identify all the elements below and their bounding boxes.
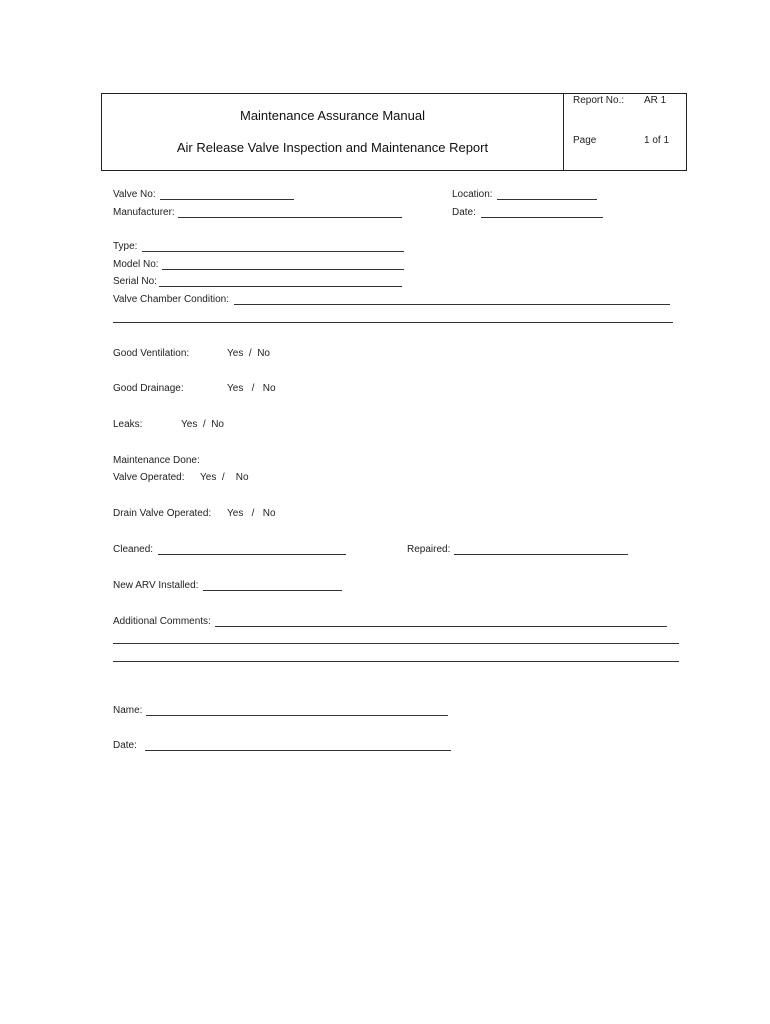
report-no-label: Report No.:	[573, 95, 625, 106]
valve-chamber-condition-label: Valve Chamber Condition:	[113, 294, 229, 305]
good-drainage-options[interactable]: Yes / No	[227, 383, 276, 394]
leaks-label: Leaks:	[113, 419, 143, 430]
date-top-field[interactable]	[481, 217, 603, 218]
page-value: 1 of 1	[644, 135, 670, 146]
additional-comments-field-line2[interactable]	[113, 643, 679, 644]
good-ventilation-options[interactable]: Yes / No	[227, 348, 270, 359]
type-field[interactable]	[142, 251, 404, 252]
repaired-field[interactable]	[454, 554, 628, 555]
new-arv-installed-field[interactable]	[203, 590, 342, 591]
good-ventilation-label: Good Ventilation:	[113, 348, 190, 359]
report-no-value: AR 1	[644, 95, 667, 106]
model-no-label: Model No:	[113, 259, 159, 270]
date-bottom-field[interactable]	[145, 750, 451, 751]
valve-operated-label: Valve Operated:	[113, 472, 185, 483]
manufacturer-field[interactable]	[178, 217, 402, 218]
valve-operated-options[interactable]: Yes / No	[200, 472, 249, 483]
header-divider	[563, 94, 564, 170]
page-label: Page	[573, 135, 597, 146]
manual-title: Maintenance Assurance Manual	[239, 108, 425, 123]
good-drainage-label: Good Drainage:	[113, 383, 184, 394]
new-arv-installed-label: New ARV Installed:	[113, 580, 199, 591]
location-label: Location:	[452, 189, 493, 200]
model-no-field[interactable]	[162, 269, 404, 270]
report-title: Air Release Valve Inspection and Maintenance Report	[176, 140, 489, 155]
location-field[interactable]	[497, 199, 597, 200]
report-header	[101, 93, 687, 171]
valve-no-field[interactable]	[160, 199, 294, 200]
maintenance-done-label: Maintenance Done:	[113, 455, 200, 466]
date-top-label: Date:	[452, 207, 476, 218]
additional-comments-field[interactable]	[215, 626, 667, 627]
drain-valve-operated-options[interactable]: Yes / No	[227, 508, 276, 519]
repaired-label: Repaired:	[407, 544, 451, 555]
leaks-options[interactable]: Yes / No	[181, 419, 224, 430]
additional-comments-label: Additional Comments:	[113, 616, 211, 627]
serial-no-field[interactable]	[159, 286, 402, 287]
valve-no-label: Valve No:	[113, 189, 156, 200]
serial-no-label: Serial No:	[113, 276, 157, 287]
date-bottom-label: Date:	[113, 740, 137, 751]
cleaned-field[interactable]	[158, 554, 346, 555]
manufacturer-label: Manufacturer:	[113, 207, 175, 218]
valve-chamber-condition-field-line2[interactable]	[113, 322, 673, 323]
type-label: Type:	[113, 241, 138, 252]
name-field[interactable]	[146, 715, 448, 716]
drain-valve-operated-label: Drain Valve Operated:	[113, 508, 212, 519]
cleaned-label: Cleaned:	[113, 544, 154, 555]
valve-chamber-condition-field[interactable]	[234, 304, 670, 305]
additional-comments-field-line3[interactable]	[113, 661, 679, 662]
name-label: Name:	[113, 705, 143, 716]
